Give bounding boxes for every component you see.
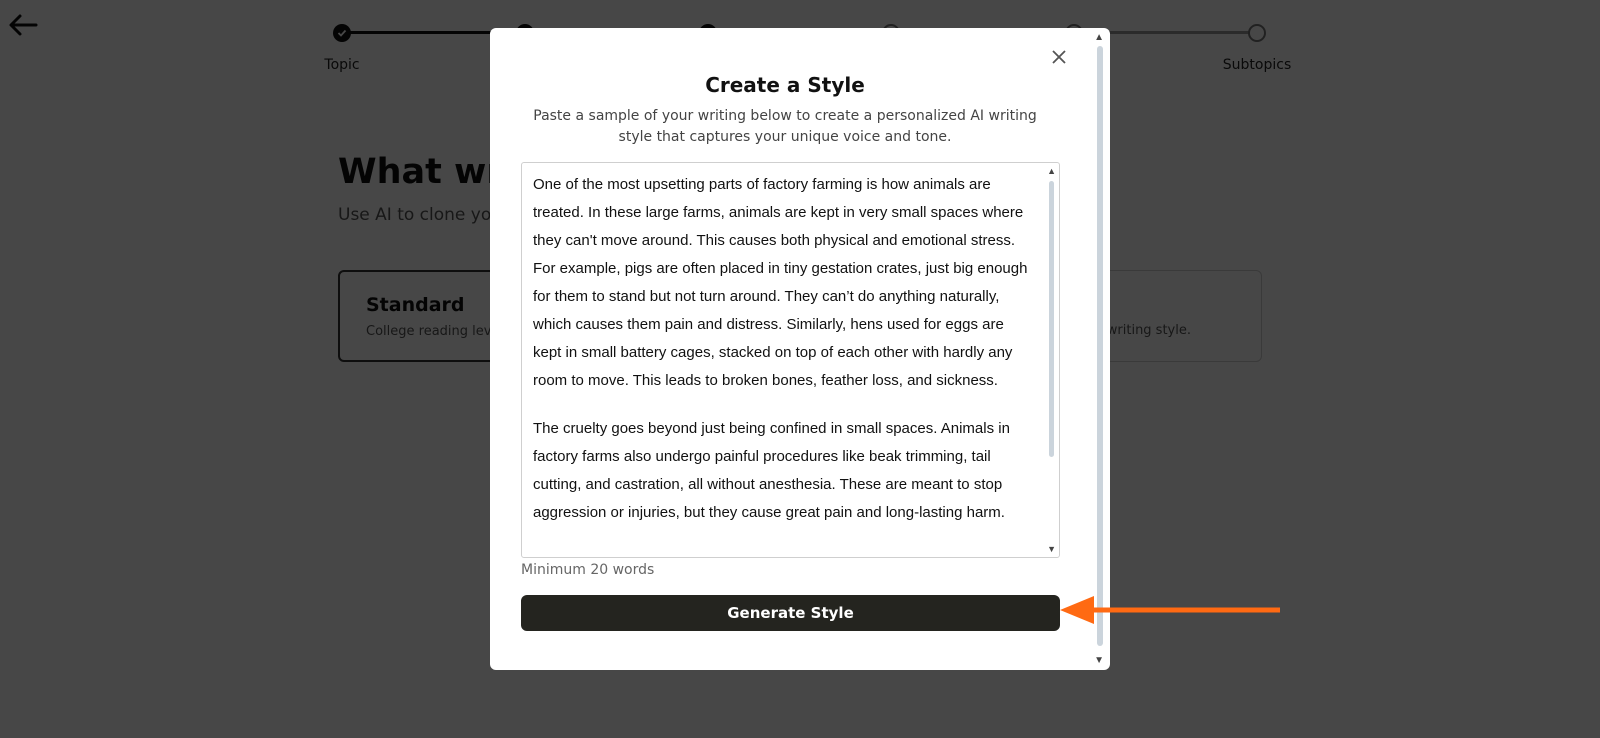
writing-sample-textarea[interactable] xyxy=(521,162,1060,558)
dialog-scrollbar[interactable] xyxy=(1088,28,1110,670)
close-button[interactable] xyxy=(1046,44,1072,70)
textarea-paragraph: One of the most upsetting parts of factory farming is how animals are treated. In these large farms, animals are kept in very small spaces where they can't move around. This causes both physical and emotional stress. For example, pigs are often placed in tiny gestation crates, just big enough for them to stand but not turn around. They can’t do anything naturally, which causes them pain and distress. Similarly, hens used for eggs are kept in small battery cages, stacked on top of each other with hardly any room to move. This leads to broken bones, feather loss, and sickness. xyxy=(533,176,1028,389)
textarea-scrollbar[interactable] xyxy=(1045,163,1059,557)
minimum-words-hint: Minimum 20 words xyxy=(521,562,655,578)
create-style-dialog xyxy=(490,28,1110,670)
textarea-scroll-thumb[interactable] xyxy=(1049,181,1054,457)
dialog-scroll-thumb[interactable] xyxy=(1097,46,1103,646)
close-icon xyxy=(1052,50,1066,64)
chevron-down-icon[interactable]: ▼ xyxy=(1047,544,1056,554)
generate-style-button[interactable]: Generate Style xyxy=(521,595,1060,631)
annotation-arrow-icon xyxy=(1060,594,1282,626)
dialog-title: Create a Style xyxy=(705,73,865,97)
dialog-description: Paste a sample of your writing below to create a personalized AI writing style that captures your unique voice and tone. xyxy=(533,108,1037,145)
textarea-text xyxy=(533,171,1033,547)
chevron-down-icon[interactable]: ▼ xyxy=(1094,655,1104,666)
chevron-up-icon[interactable]: ▲ xyxy=(1094,32,1104,43)
chevron-up-icon[interactable]: ▲ xyxy=(1047,166,1056,176)
textarea-paragraph: The cruelty goes beyond just being confined in small spaces. Animals in factory farms also undergo painful procedures like beak trimming, tail cutting, and castration, all without anesthesia. These are meant to stop aggression or injuries, but they cause great pain and long-lasting harm. xyxy=(533,420,1010,521)
